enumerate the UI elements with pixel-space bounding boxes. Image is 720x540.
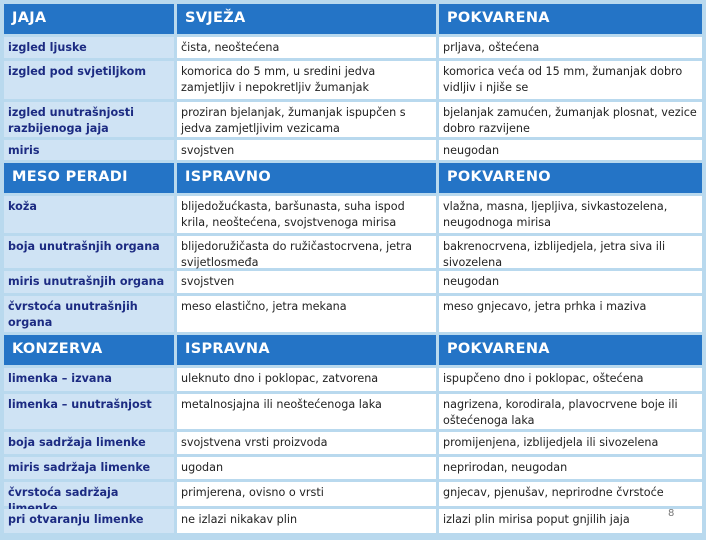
bad-value: promijenjena, izblijedjela ili sivozelena <box>439 432 702 454</box>
table-row <box>4 509 702 533</box>
bad-value: vlažna, masna, ljepljiva, sivkastozelena, neugodnoga mirisa <box>439 196 702 233</box>
section-header-cans <box>4 335 702 365</box>
header-bad: POKVARENO <box>439 163 702 193</box>
good-value: blijedoružičasta do ružičastocrvena, jetra svijetlosmeđa <box>177 236 436 268</box>
good-value: komorica do 5 mm, u sredini jedva zamjetljiv i nepokretljiv žumanjak <box>177 61 436 99</box>
section-header-poultry <box>4 163 702 193</box>
bad-value: izlazi plin mirisa poput gnjilih jaja <box>439 509 702 533</box>
table-row <box>4 482 702 506</box>
header-good: SVJEŽA <box>177 4 436 34</box>
good-value: svojstvena vrsti proizvoda <box>177 432 436 454</box>
good-value: blijedožućkasta, baršunasta, suha ispod krila, neoštećena, svojstvenoga mirisa <box>177 196 436 233</box>
good-value: čista, neoštećena <box>177 37 436 58</box>
good-value: svojstven <box>177 271 436 293</box>
bad-value: ispupčeno dno i poklopac, oštećena <box>439 368 702 391</box>
bad-value: bjelanjak zamućen, žumanjak plosnat, vezice dobro razvijene <box>439 102 702 137</box>
bad-value: komorica veća od 15 mm, žumanjak dobro vidljiv i njiše se <box>439 61 702 99</box>
row-label: čvrstoća sadržaja <box>4 482 174 506</box>
row-label: boja unutrašnjih organa <box>4 236 174 268</box>
bad-value: nagrizena, korodirala, plavocrvene boje ili oštećenoga laka <box>439 394 702 429</box>
table-row <box>4 368 702 391</box>
row-label: limenka – unutrašnjost <box>4 394 174 429</box>
header-category: KONZERVA <box>4 335 174 365</box>
good-value: metalnosjajna ili neoštećenoga laka <box>177 394 436 429</box>
row-label: izgled ljuske <box>4 37 174 58</box>
header-category: MESO PERADI <box>4 163 174 193</box>
table-row <box>4 37 702 58</box>
bad-value: bakrenocrvena, izblijedjela, jetra siva ili sivozelena <box>439 236 702 268</box>
table-row <box>4 61 702 99</box>
table-row <box>4 140 702 160</box>
table-row <box>4 394 702 429</box>
page-number: 8 <box>668 508 675 519</box>
row-label: izgled pod svjetiljkom <box>4 61 174 99</box>
good-value: svojstven <box>177 140 436 160</box>
good-value: ugodan <box>177 457 436 479</box>
good-value: uleknuto dno i poklopac, zatvorena <box>177 368 436 391</box>
row-label: limenka – izvana <box>4 368 174 391</box>
bad-value: neugodan <box>439 271 702 293</box>
bad-value: meso gnjecavo, jetra prhka i maziva <box>439 296 702 332</box>
row-label: izgled unutrašnjosti razbijenoga jaja <box>4 102 174 137</box>
bad-value: neprirodan, neugodan <box>439 457 702 479</box>
table-row <box>4 236 702 268</box>
table-row <box>4 196 702 233</box>
header-good: ISPRAVNO <box>177 163 436 193</box>
row-label: koža <box>4 196 174 233</box>
good-value: meso elastično, jetra mekana <box>177 296 436 332</box>
row-label: miris <box>4 140 174 160</box>
row-label: miris unutrašnjih organa <box>4 271 174 293</box>
bad-value: prljava, oštećena <box>439 37 702 58</box>
good-value: proziran bjelanjak, žumanjak ispupčen s jedva zamjetljivim vezicama <box>177 102 436 137</box>
table-row <box>4 296 702 332</box>
bad-value: gnjecav, pjenušav, neprirodne čvrstoće <box>439 482 702 506</box>
row-label: boja sadržaja limenke <box>4 432 174 454</box>
good-value: primjerena, ovisno o vrsti <box>177 482 436 506</box>
bad-value: neugodan <box>439 140 702 160</box>
row-label: pri otvaranju limenke <box>4 509 174 533</box>
header-category: JAJA <box>4 4 174 34</box>
header-bad: POKVARENA <box>439 335 702 365</box>
header-bad: POKVARENA <box>439 4 702 34</box>
row-label: čvrstoća unutrašnjih organa <box>4 296 174 332</box>
table-row <box>4 102 702 137</box>
table-row <box>4 457 702 479</box>
table-row <box>4 432 702 454</box>
table-row <box>4 271 702 293</box>
good-value: ne izlazi nikakav plin <box>177 509 436 533</box>
section-header-eggs <box>4 4 702 34</box>
header-good: ISPRAVNA <box>177 335 436 365</box>
row-label: miris sadržaja limenke <box>4 457 174 479</box>
